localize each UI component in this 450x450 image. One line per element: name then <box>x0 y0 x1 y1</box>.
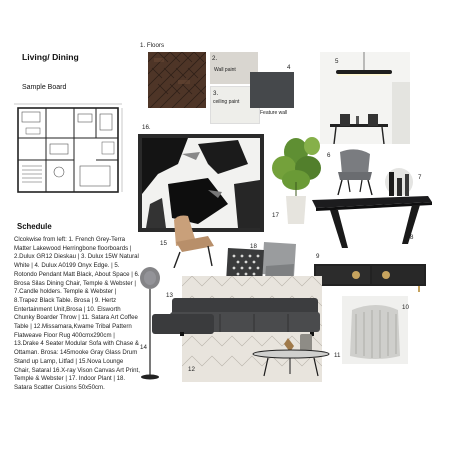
label-15: 15 <box>160 240 167 247</box>
pendant-light <box>320 52 410 144</box>
entertainment-unit-image <box>314 262 426 292</box>
hertz-unit <box>314 262 426 292</box>
satara-coffee-table <box>250 334 332 378</box>
throw-image <box>342 296 408 364</box>
label-wall-paint: Wall paint <box>214 67 236 73</box>
label-feature-wall: Feature wall <box>260 110 288 116</box>
floor-swatch <box>148 52 206 108</box>
chunky-throw <box>342 296 408 364</box>
label-12: 12 <box>188 366 195 373</box>
label-17: 17 <box>272 212 279 219</box>
label-13: 13 <box>166 292 173 299</box>
trapez-table <box>308 194 432 250</box>
label-4: 4 <box>287 64 291 71</box>
label-7: 7 <box>418 174 422 181</box>
floor-plan-drawing <box>14 100 132 200</box>
coffee-table-image <box>250 334 332 378</box>
label-10: 10 <box>402 304 409 311</box>
dining-table-image <box>308 194 432 250</box>
label-8: 8 <box>410 234 414 241</box>
label-14: 14 <box>140 344 147 351</box>
label-18: 18 <box>250 243 257 250</box>
dining-chair-image <box>334 148 378 196</box>
lounge-chair-image <box>168 212 216 268</box>
label-16: 16. <box>142 124 151 131</box>
schedule-heading: Schedule <box>17 222 52 231</box>
label-9: 9 <box>316 253 320 260</box>
herringbone-floor <box>148 52 206 108</box>
label-5: 5 <box>335 58 339 65</box>
feature-wall-swatch <box>250 72 294 108</box>
board-subtitle: Sample Board <box>22 84 67 91</box>
label-2: 2. <box>212 55 218 62</box>
board-title: Living/ Dining <box>22 52 79 62</box>
label-floors: 1. Floors <box>140 42 165 49</box>
label-3: 3. <box>213 90 219 97</box>
floor-plan <box>14 100 132 200</box>
dining-chair <box>334 148 378 196</box>
nova-lounge-chair <box>168 212 216 268</box>
label-6: 6 <box>327 152 331 159</box>
pendant-image <box>320 52 410 144</box>
label-11: 11 <box>334 352 341 359</box>
schedule-text: Clcokwise from left: 1. French Grey-Terra Matter Lakewood Herringbone floorboards | 2.Dulux GR12 Dieskau | 3. Dulux 15W Natural White | 4. Dulux A0199 Onyx Edge. | 5. Rotondo Pendant Matt Black, About Space | 6. Brosa Silas Dining Chair, Temple & Webster | 7.Candle holders. Temple & Webster | 8.Trapez Black Table. Brosa | 9. Hertz Entertainment Unit,Brosa | 10. Elsworth Chunky Boarder Throw | 11. Satara Art Coffee Table | 12.Missamara,Kwame Tribal Pattern Flatweave Floor Rug 400cmx290cm | 13.Drake 4 Seater Modular Sofa with Chase & Ottaman. Brosa: 145mooke Gray Glass Drum Stand up Lamp, Litfad | 15.Nova Lounge Chair, Sataral 16.X-ray Vison Canvas Art Print, Temple & Webster | 17. Indoor Plant | 18. Satara Scatter Cusions 50x50cm. <box>14 236 140 391</box>
label-ceiling-paint: ceiling paint <box>213 99 240 105</box>
